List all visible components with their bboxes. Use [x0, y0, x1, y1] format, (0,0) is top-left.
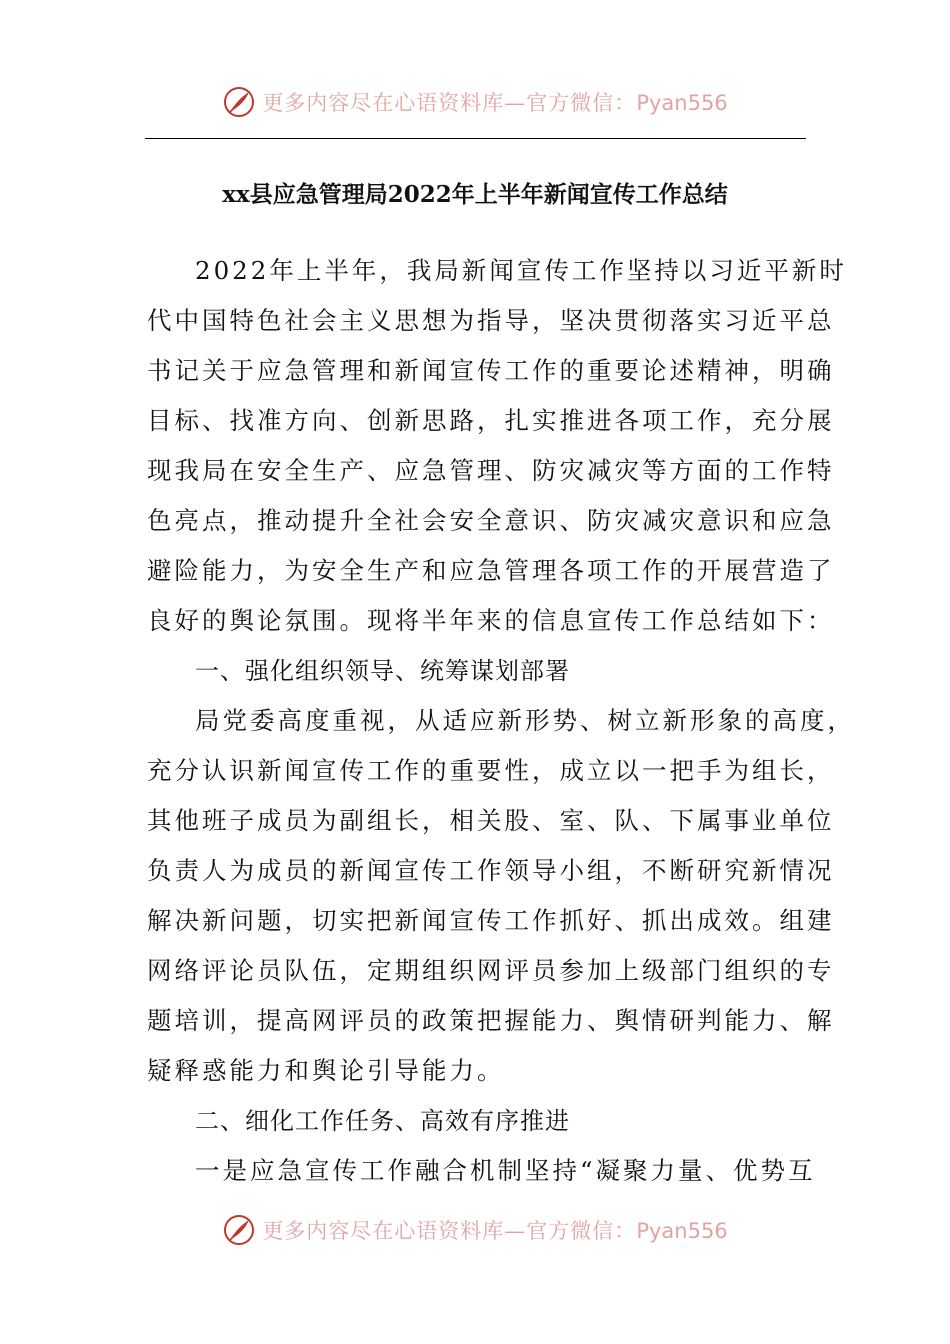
paragraph-line: 局党委高度重视，从适应新形势、树立新形象的高度， [195, 706, 855, 735]
paragraph-line: 疑释惑能力和舆论引导能力。 [147, 1056, 505, 1085]
paragraph-line: 一是应急宣传工作融合机制坚持“凝聚力量、优势互 [195, 1156, 816, 1185]
paragraph-line: 现我局在安全生产、应急管理、防灾减灾等方面的工作特 [147, 456, 835, 485]
document-title: xx县应急管理局2022年上半年新闻宣传工作总结 [222, 181, 728, 208]
paragraph-line: 书记关于应急管理和新闻宣传工作的重要论述精神，明确 [147, 356, 835, 385]
feather-logo-icon [222, 85, 256, 119]
paragraph-line: 题培训，提高网评员的政策把握能力、舆情研判能力、解 [147, 1006, 835, 1035]
paragraph-line: 网络评论员队伍，定期组织网评员参加上级部门组织的专 [147, 956, 835, 985]
footer-watermark [0, 1210, 950, 1250]
feather-logo-icon [222, 1213, 256, 1247]
paragraph-line: 2022年上半年，我局新闻宣传工作坚持以习近平新时 [195, 256, 847, 285]
paragraph-line: 充分认识新闻宣传工作的重要性，成立以一把手为组长， [147, 756, 835, 785]
header-watermark [0, 82, 950, 122]
document-body [147, 246, 855, 1196]
watermark-text: 更多内容尽在心语资料库—官方微信：Pyan556 [262, 91, 728, 115]
paragraph-line: 负责人为成员的新闻宣传工作领导小组，不断研究新情况 [147, 856, 835, 885]
paragraph-line: 色亮点，推动提升全社会安全意识、防灾减灾意识和应急 [147, 506, 835, 535]
paragraph-line: 其他班子成员为副组长，相关股、室、队、下属事业单位 [147, 806, 835, 835]
watermark-text: 更多内容尽在心语资料库—官方微信：Pyan556 [262, 1219, 728, 1243]
paragraph-line: 良好的舆论氛围。现将半年来的信息宣传工作总结如下： [147, 606, 835, 635]
header-divider [145, 138, 806, 139]
paragraph-line: 避险能力，为安全生产和应急管理各项工作的开展营造了 [147, 556, 835, 585]
section-heading: 二、细化工作任务、高效有序推进 [195, 1107, 570, 1135]
paragraph-line: 解决新问题，切实把新闻宣传工作抓好、抓出成效。组建 [147, 906, 835, 935]
paragraph-line: 代中国特色社会主义思想为指导，坚决贯彻落实习近平总 [147, 306, 835, 335]
paragraph-line: 目标、找准方向、创新思路，扎实推进各项工作，充分展 [147, 406, 835, 435]
section-heading: 一、强化组织领导、统筹谋划部署 [195, 657, 570, 685]
